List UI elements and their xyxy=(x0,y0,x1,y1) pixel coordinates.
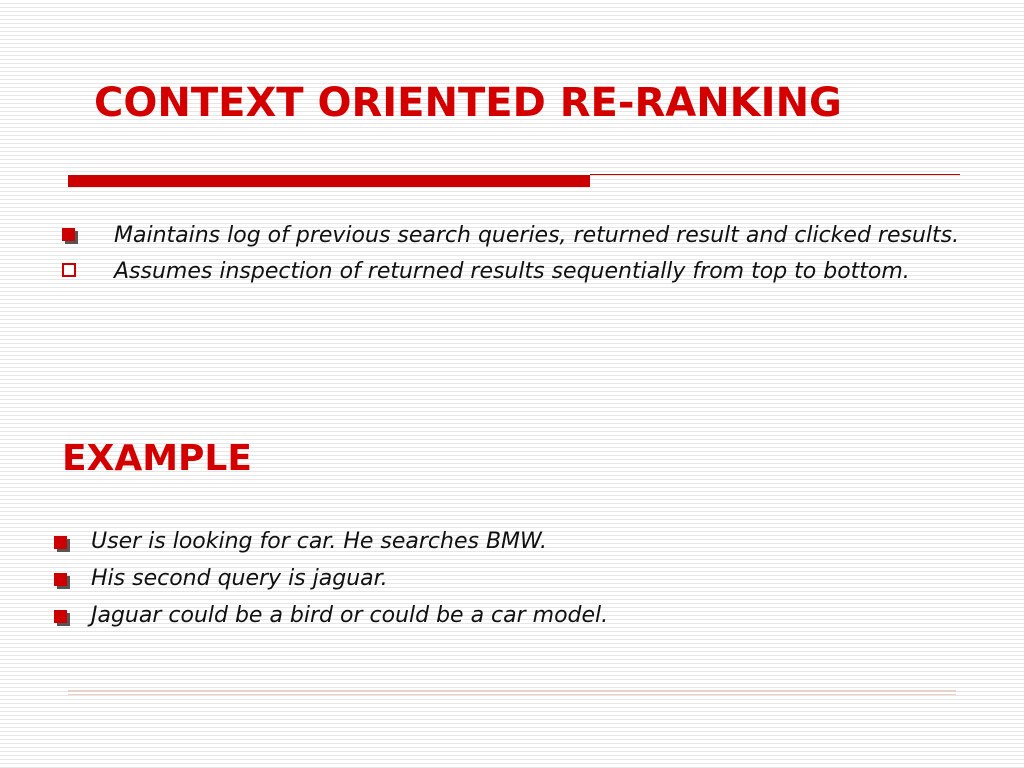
example-heading: EXAMPLE xyxy=(62,438,252,479)
bullet-text: His second query is jaguar. xyxy=(91,566,388,591)
shadowed-square-bullet-icon xyxy=(62,228,75,241)
bullet-text: Maintains log of previous search queries, returned result and clicked results. xyxy=(114,223,960,248)
bullet-text: Assumes inspection of returned results sequentially from top to bottom. xyxy=(114,259,910,284)
slide-title: CONTEXT ORIENTED RE-RANKING xyxy=(94,80,842,126)
list-item xyxy=(62,220,962,252)
list-item xyxy=(54,600,954,632)
example-bullet-list xyxy=(54,526,954,637)
bullet-text: Jaguar could be a bird or could be a car model. xyxy=(91,603,609,628)
title-underline-thin xyxy=(590,174,960,175)
list-item xyxy=(62,256,962,288)
shadowed-square-bullet-icon xyxy=(54,573,67,586)
footer-divider-secondary xyxy=(68,694,956,695)
hollow-square-bullet-icon xyxy=(62,263,76,277)
footer-divider xyxy=(68,690,956,692)
list-item xyxy=(54,526,954,558)
shadowed-square-bullet-icon xyxy=(54,536,67,549)
title-underline-thick xyxy=(68,175,590,187)
bullet-text: User is looking for car. He searches BMW. xyxy=(91,529,547,554)
list-item xyxy=(54,563,954,595)
shadowed-square-bullet-icon xyxy=(54,610,67,623)
top-bullet-list xyxy=(62,220,962,292)
